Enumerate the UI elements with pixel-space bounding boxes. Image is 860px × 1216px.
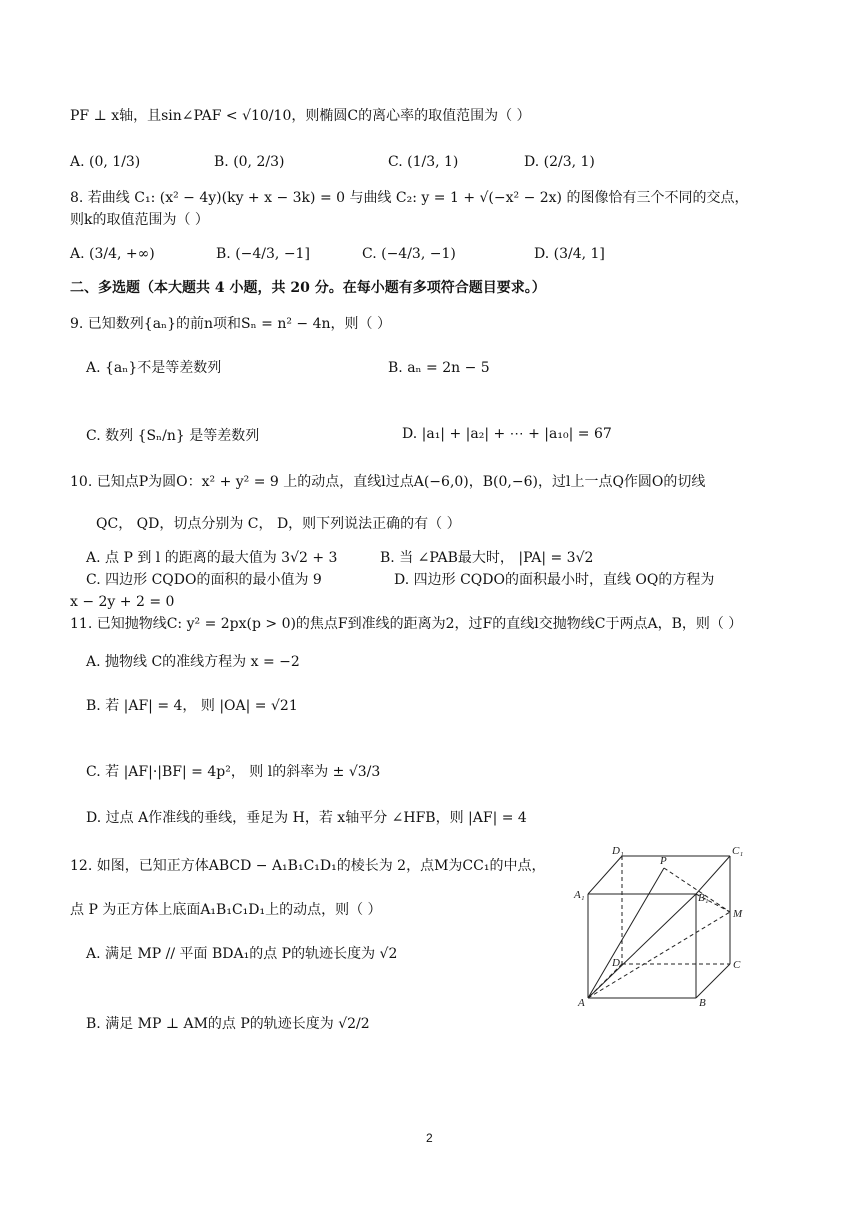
label-c1: C₁: [732, 845, 744, 857]
label-p: P: [660, 855, 667, 867]
q11-option-c: C. 若 |AF|·|BF| = 4p²， 则 l的斜率为 ± √3/3: [86, 764, 381, 780]
label-b: B: [699, 997, 706, 1009]
q10-option-d: D. 四边形 CQDO的面积最小时，直线 OQ的方程为: [394, 572, 715, 588]
label-c: C: [733, 959, 741, 971]
label-b1: B₁: [698, 892, 709, 904]
label-d1: D₁: [612, 845, 624, 857]
q12-stem: 12. 如图，已知正方体ABCD − A₁B₁C₁D₁的棱长为 2，点M为CC₁的中点，: [70, 858, 546, 874]
q10-option-c: C. 四边形 CQDO的面积的最小值为 9: [86, 572, 322, 588]
label-a1: A₁: [574, 889, 585, 901]
q8-option-c: C. (−4/3, −1): [362, 246, 456, 262]
q10-option-a: A. 点 P 到 l 的距离的最大值为 3√2 + 3: [86, 550, 338, 566]
q7-option-a: A. (0, 1/3): [70, 154, 141, 170]
q7-continuation: PF ⊥ x轴，且sin∠PAF < √10/10，则椭圆C的离心率的取值范围为（ ）: [70, 108, 531, 124]
q11-option-a: A. 抛物线 C的准线方程为 x = −2: [86, 654, 300, 670]
q12-option-a: A. 满足 MP // 平面 BDA₁的点 P的轨迹长度为 √2: [86, 946, 398, 962]
q9-option-b: B. aₙ = 2n − 5: [388, 360, 490, 376]
q11-stem: 11. 已知抛物线C: y² = 2px(p > 0)的焦点F到准线的距离为2，过F的直线l交抛物线C于两点A，B，则（ ）: [70, 616, 743, 632]
q8-option-a: A. (3/4, +∞): [70, 246, 155, 262]
q10-stem: 10. 已知点P为圆O：x² + y² = 9 上的动点，直线l过点A(−6,0)，B(0,−6)，过l上一点Q作圆O的切线: [70, 474, 706, 490]
q11-option-b: B. 若 |AF| = 4， 则 |OA| = √21: [86, 698, 298, 714]
page-number: 2: [426, 1131, 433, 1145]
label-m: M: [733, 908, 743, 920]
label-a: A: [578, 997, 585, 1009]
q7-option-b: B. (0, 2/3): [214, 154, 285, 170]
q8-option-d: D. (3/4, 1]: [534, 246, 605, 262]
q12-option-b: B. 满足 MP ⊥ AM的点 P的轨迹长度为 √2/2: [86, 1016, 370, 1032]
q9-stem: 9. 已知数列{aₙ}的前n项和Sₙ = n² − 4n，则（ ）: [70, 316, 391, 332]
cube-figure: [560, 840, 760, 1016]
q10-option-b: B. 当 ∠PAB最大时， |PA| = 3√2: [380, 550, 594, 566]
q8-stem: 8. 若曲线 C₁: (x² − 4y)(ky + x − 3k) = 0 与曲线 C₂: y = 1 + √(−x² − 2x) 的图像恰有三个不同的交点，: [70, 190, 749, 206]
label-d: D: [612, 957, 620, 969]
q11-option-d: D. 过点 A作准线的垂线，垂足为 H，若 x轴平分 ∠HFB，则 |AF| = 4: [86, 810, 527, 826]
q7-option-c: C. (1/3, 1): [388, 154, 459, 170]
q9-option-a: A. {aₙ}不是等差数列: [86, 360, 222, 376]
q10-option-d-cont: x − 2y + 2 = 0: [70, 594, 175, 610]
section-heading: 二、多选题（本大题共 4 小题，共 20 分。在每小题有多项符合题目要求。）: [70, 280, 546, 296]
q7-option-d: D. (2/3, 1): [524, 154, 595, 170]
q8-option-b: B. (−4/3, −1]: [216, 246, 310, 262]
q10-stem-2: QC， QD，切点分别为 C， D，则下列说法正确的有（ ）: [96, 516, 461, 532]
q9-option-d: D. |a₁| + |a₂| + ⋯ + |a₁₀| = 67: [402, 426, 612, 442]
q8-stem-2: 则k的取值范围为（ ）: [70, 212, 209, 228]
q12-stem-2: 点 P 为正方体上底面A₁B₁C₁D₁上的动点，则（ ）: [70, 902, 382, 918]
q9-option-c: C. 数列 {Sₙ/n} 是等差数列: [86, 428, 260, 444]
